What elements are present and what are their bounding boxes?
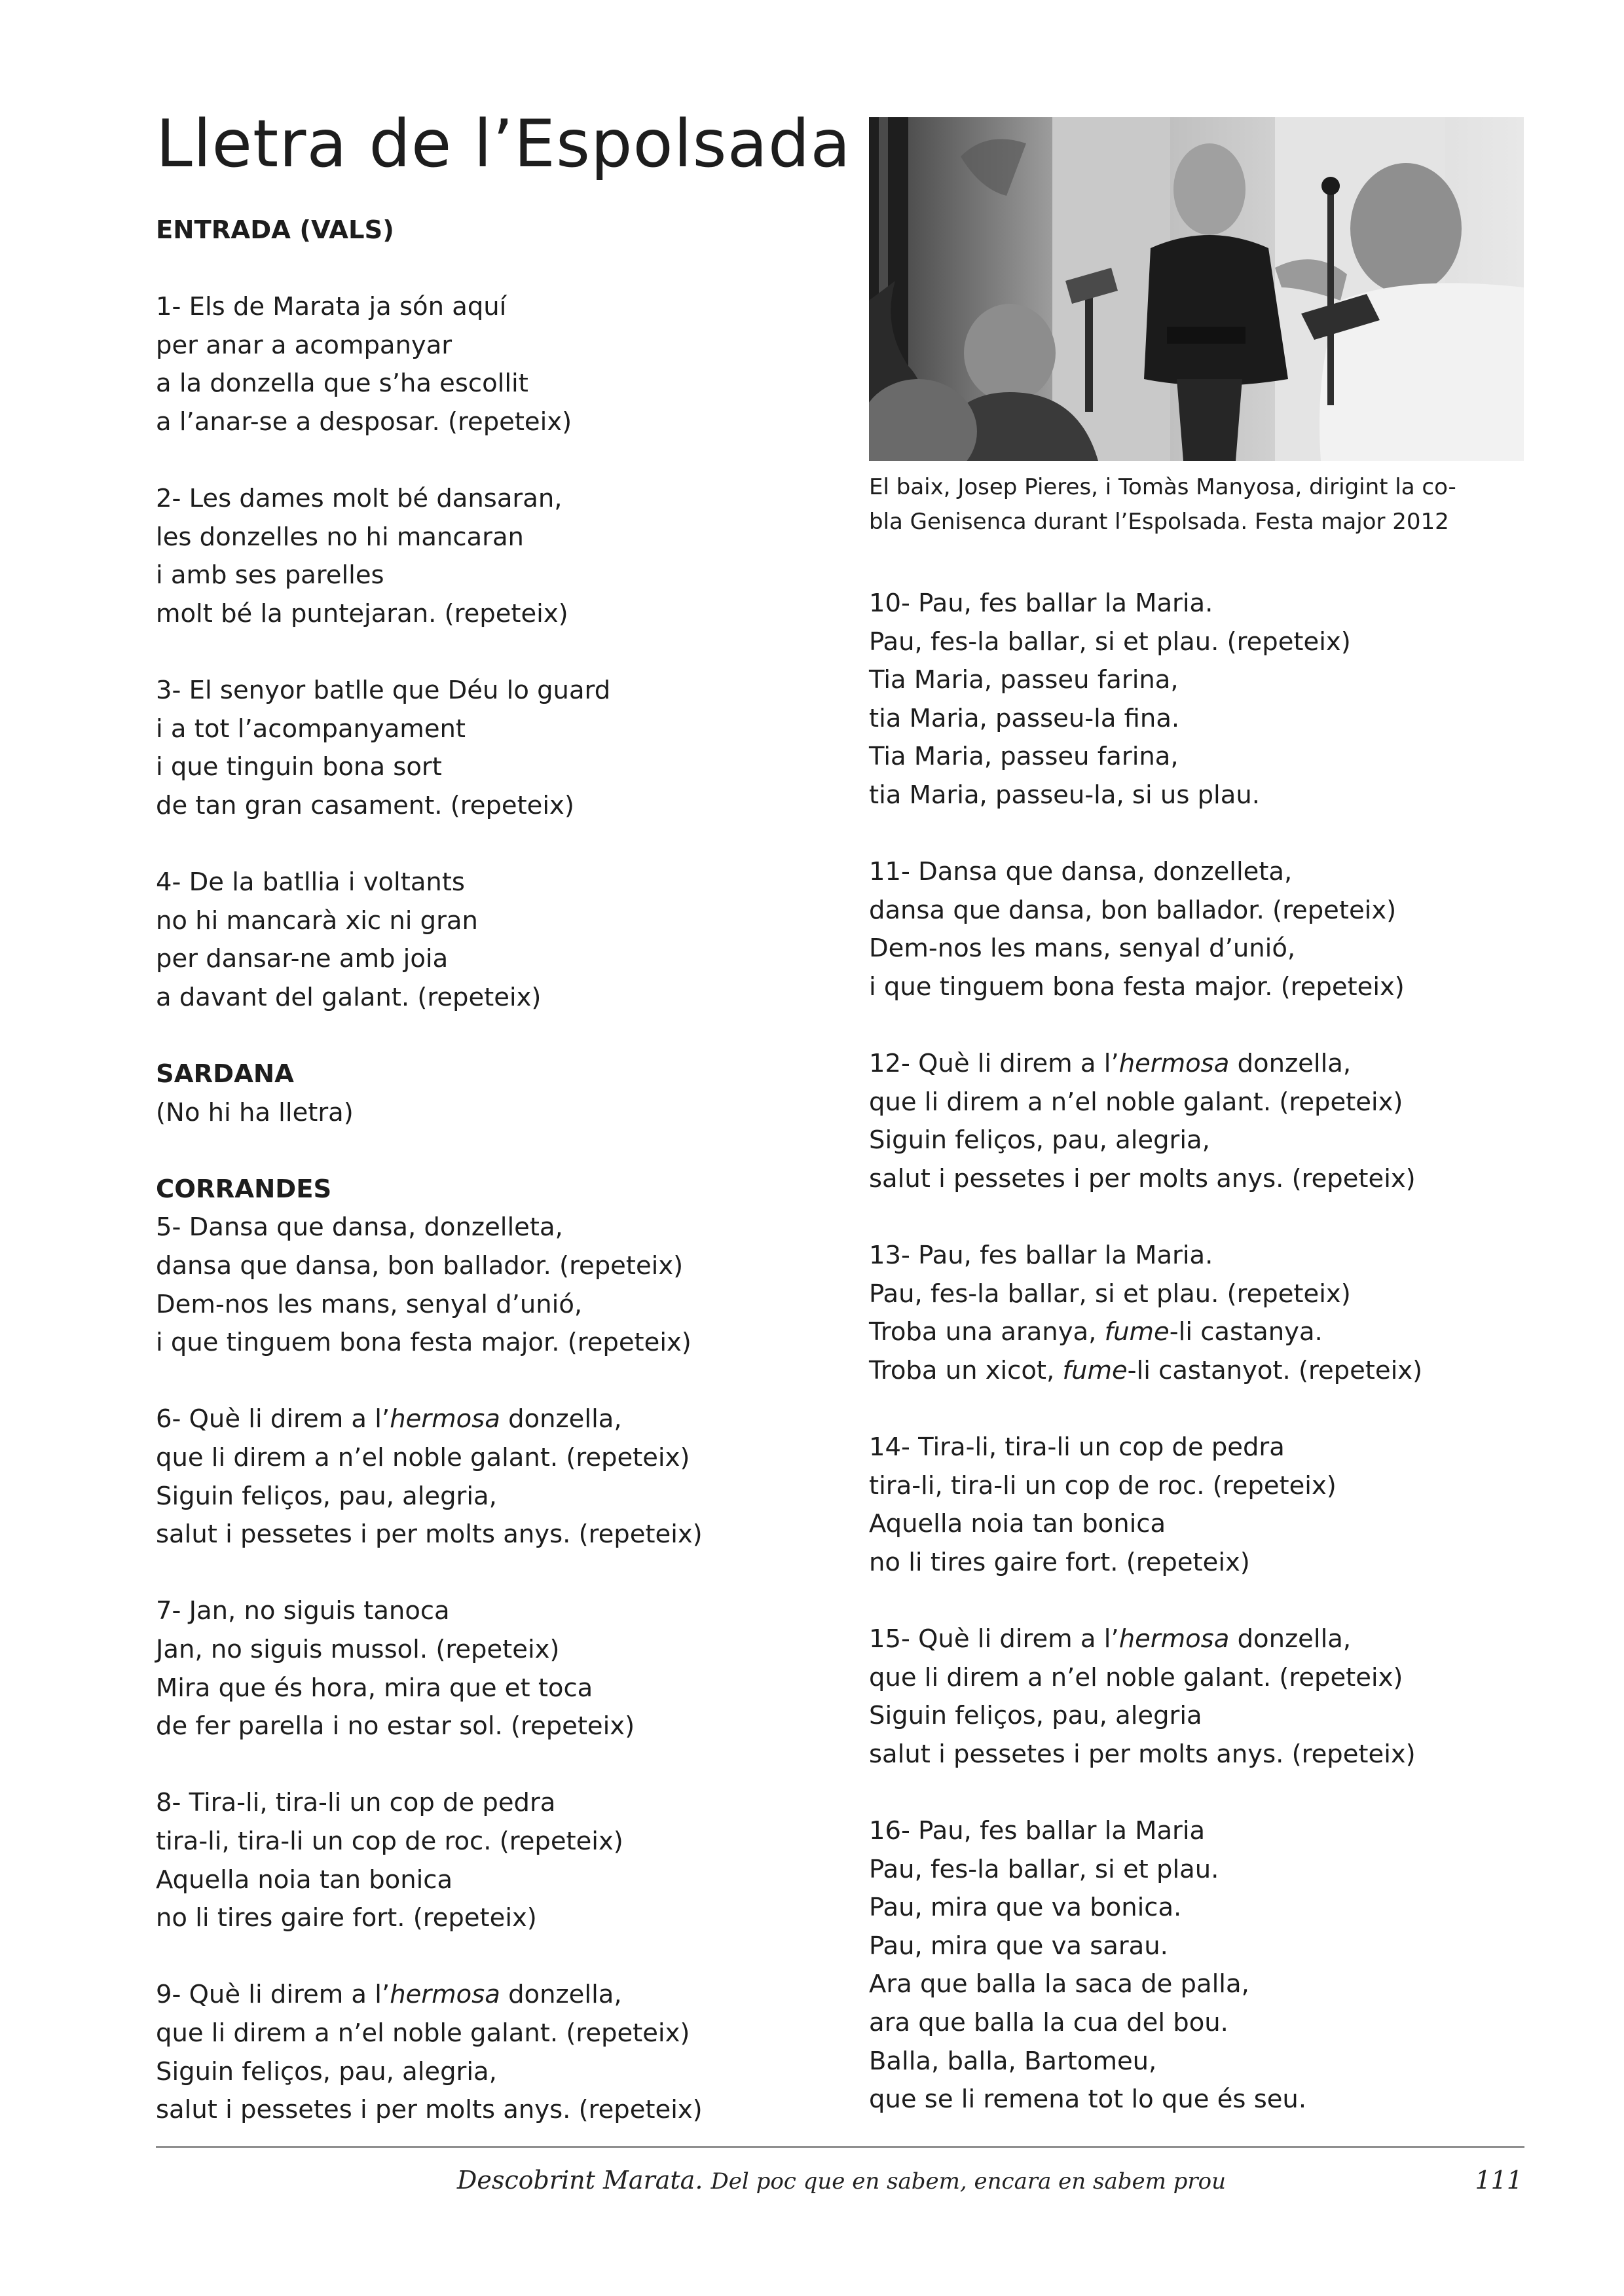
lyric-fragment: Troba un xicot, (869, 1355, 1063, 1385)
lyric-emphasis: hermosa (1118, 1624, 1230, 1654)
lyric-line: Tia Maria, passeu farina, (869, 742, 1179, 772)
lyric-fragment: 9- Què li direm a l’ (156, 1980, 390, 2010)
lyric-line: i que tinguem bona festa major. (repeteix) (156, 1328, 692, 1358)
stanza-gap (869, 1390, 1524, 1429)
lyric-line: 5- Dansa que dansa, donzelleta, (156, 1212, 563, 1243)
stanza-gap (156, 1554, 837, 1593)
caption-line: bla Genisenca durant l’Espolsada. Festa major 2012 (869, 509, 1449, 535)
lyric-line: 1- Els de Marata ja són aquí (156, 292, 507, 322)
footer-divider (156, 2146, 1524, 2148)
lyric-emphasis: fume (1104, 1317, 1170, 1347)
lyric-line: Pau, mira que va sarau. (869, 1931, 1168, 1961)
lyric-line: dansa que dansa, bon ballador. (repeteix) (156, 1251, 684, 1281)
lyric-line (869, 1045, 1524, 1084)
lyric-line: 8- Tira-li, tira-li un cop de pedra (156, 1788, 556, 1818)
lyric-line: 13- Pau, fes ballar la Maria. (869, 1241, 1213, 1271)
lyric-line: salut i pessetes i per molts anys. (repeteix) (156, 1520, 703, 1550)
lyric-line: per dansar-ne amb joia (156, 944, 449, 974)
lyric-line: Balla, balla, Bartomeu, (869, 2046, 1157, 2076)
stanza-gap (156, 250, 837, 289)
lyric-line: Siguin feliços, pau, alegria, (869, 1125, 1210, 1156)
lyric-line (869, 1620, 1524, 1659)
stanza-gap (156, 634, 837, 672)
photo-icon (869, 117, 1524, 461)
lyric-line: a la donzella que s’ha escollit (156, 369, 528, 399)
lyric-line: a l’anar-se a desposar. (repeteix) (156, 407, 572, 437)
lyric-fragment: -li castanyot. (repeteix) (1127, 1355, 1423, 1385)
lyric-line: i que tinguin bona sort (156, 752, 442, 782)
lyric-line: Aquella noia tan bonica (869, 1509, 1166, 1539)
lyric-line: que li direm a n’el noble galant. (repeteix) (869, 1662, 1403, 1692)
stanza-gap (869, 815, 1524, 854)
book-title: Descobrint Marata. (456, 2166, 703, 2195)
lyric-fragment: 12- Què li direm a l’ (869, 1049, 1119, 1079)
lyric-line: Tia Maria, passeu farina, (869, 665, 1179, 695)
lyric-line: i a tot l’acompanyament (156, 714, 466, 744)
footer-book-title (445, 2160, 1238, 2201)
lyric-line: salut i pessetes i per molts anys. (repeteix) (869, 1163, 1416, 1194)
lyric-line: les donzelles no hi mancaran (156, 522, 524, 552)
lyric-line (869, 1313, 1524, 1352)
stanza-gap (156, 1132, 837, 1171)
lyric-line: Mira que és hora, mira que et toca (156, 1673, 593, 1703)
lyric-line: no hi mancarà xic ni gran (156, 905, 478, 936)
lyric-line: per anar a acompanyar (156, 330, 452, 360)
lyric-line: salut i pessetes i per molts anys. (repeteix) (869, 1739, 1416, 1769)
section-heading: SARDANA (156, 1059, 294, 1089)
lyric-line: Aquella noia tan bonica (156, 1865, 453, 1895)
lyric-line: 7- Jan, no siguis tanoca (156, 1596, 450, 1626)
stanza-gap (869, 1774, 1524, 1812)
lyric-fragment: donzella, (500, 1980, 622, 2010)
lyric-line: Jan, no siguis mussol. (repeteix) (156, 1634, 560, 1664)
lyric-line: 3- El senyor batlle que Déu lo guard (156, 676, 611, 706)
lyric-line: Dem-nos les mans, senyal d’unió, (156, 1289, 583, 1319)
lyric-line: Pau, fes-la ballar, si et plau. (869, 1854, 1219, 1884)
stanza-gap (156, 1746, 837, 1785)
lyric-line: Siguin feliços, pau, alegria, (156, 1481, 497, 1511)
lyric-line: Ara que balla la saca de palla, (869, 1969, 1249, 1999)
lyric-fragment: 6- Què li direm a l’ (156, 1404, 390, 1434)
lyric-line: que li direm a n’el noble galant. (repeteix) (156, 2018, 690, 2048)
lyric-line: tia Maria, passeu-la, si us plau. (869, 780, 1260, 810)
stanza-gap (156, 826, 837, 864)
section-heading: CORRANDES (156, 1174, 332, 1204)
lyric-line: de fer parella i no estar sol. (repeteix) (156, 1711, 635, 1741)
lyric-line: Pau, fes-la ballar, si et plau. (repeteix) (869, 627, 1351, 657)
page-number: 111 (1475, 2166, 1522, 2195)
lyric-emphasis: hermosa (390, 1404, 500, 1434)
lyric-fragment: 15- Què li direm a l’ (869, 1624, 1119, 1654)
lyric-line: molt bé la puntejaran. (repeteix) (156, 598, 568, 629)
lyrics-right-column (869, 585, 1524, 2119)
lyric-line: 4- De la batllia i voltants (156, 867, 465, 898)
lyric-line: que li direm a n’el noble galant. (repeteix) (156, 1443, 690, 1472)
page-title: Lletra de l’Espolsada (156, 105, 851, 182)
lyric-line: salut i pessetes i per molts anys. (repeteix) (156, 2095, 703, 2125)
lyric-line: tira-li, tira-li un cop de roc. (repeteix) (156, 1826, 623, 1856)
stanza-gap (869, 1199, 1524, 1237)
lyric-line: i que tinguem bona festa major. (repeteix) (869, 972, 1405, 1002)
lyrics-left-column (156, 211, 837, 2130)
lyric-fragment: donzella, (1229, 1624, 1352, 1654)
lyric-line: 10- Pau, fes ballar la Maria. (869, 589, 1213, 618)
stanza-gap (869, 1007, 1524, 1046)
lyric-line: de tan gran casament. (repeteix) (156, 790, 574, 820)
lyric-line: Siguin feliços, pau, alegria (869, 1701, 1202, 1731)
lyric-line: no li tires gaire fort. (repeteix) (156, 1903, 537, 1933)
lyric-line: que li direm a n’el noble galant. (repeteix) (869, 1087, 1403, 1117)
lyric-line: no li tires gaire fort. (repeteix) (869, 1547, 1250, 1577)
lyric-line (869, 1352, 1524, 1391)
lyric-fragment: donzella, (1229, 1049, 1352, 1079)
stanza-gap (156, 1017, 837, 1055)
lyric-line: ara que balla la cua del bou. (869, 2007, 1228, 2037)
lyric-line: dansa que dansa, bon ballador. (repeteix) (869, 895, 1397, 925)
lyric-fragment: -li castanya. (1169, 1317, 1323, 1347)
lyric-line (156, 1976, 837, 2014)
lyric-line: que se li remena tot lo que és seu. (869, 2085, 1307, 2115)
lyric-line: Pau, mira que va bonica. (869, 1893, 1182, 1923)
lyric-line: 2- Les dames molt bé dansaran, (156, 484, 563, 514)
lyric-line: Dem-nos les mans, senyal d’unió, (869, 934, 1296, 964)
lyric-line: 11- Dansa que dansa, donzelleta, (869, 857, 1293, 887)
lyric-line: i amb ses parelles (156, 560, 384, 591)
stanza-gap (156, 1362, 837, 1401)
lyric-line: (No hi ha lletra) (156, 1097, 354, 1127)
stanza-gap (156, 1938, 837, 1977)
lyric-emphasis: hermosa (1118, 1049, 1230, 1079)
lyric-line: tira-li, tira-li un cop de roc. (repeteix) (869, 1470, 1337, 1501)
lyric-line (156, 1400, 837, 1439)
book-subtitle: Del poc que en sabem, encara en sabem prou (710, 2168, 1227, 2195)
stanza-gap (869, 1582, 1524, 1620)
band-photo (869, 117, 1524, 461)
stanza-gap (156, 442, 837, 481)
section-heading: ENTRADA (VALS) (156, 215, 394, 245)
lyric-line: tia Maria, passeu-la fina. (869, 703, 1180, 733)
caption-line: El baix, Josep Pieres, i Tomàs Manyosa, dirigint la co- (869, 474, 1456, 500)
lyric-line: a davant del galant. (repeteix) (156, 982, 542, 1012)
lyric-line: 14- Tira-li, tira-li un cop de pedra (869, 1432, 1285, 1463)
lyric-line: Pau, fes-la ballar, si et plau. (repeteix) (869, 1279, 1351, 1309)
lyric-line: 16- Pau, fes ballar la Maria (869, 1816, 1206, 1846)
lyric-fragment: donzella, (500, 1404, 622, 1434)
lyric-fragment: Troba una aranya, (869, 1317, 1105, 1347)
lyric-emphasis: hermosa (390, 1980, 500, 2010)
lyric-emphasis: fume (1062, 1355, 1128, 1385)
photo-caption (869, 470, 1530, 539)
lyric-line: Siguin feliços, pau, alegria, (156, 2056, 497, 2086)
